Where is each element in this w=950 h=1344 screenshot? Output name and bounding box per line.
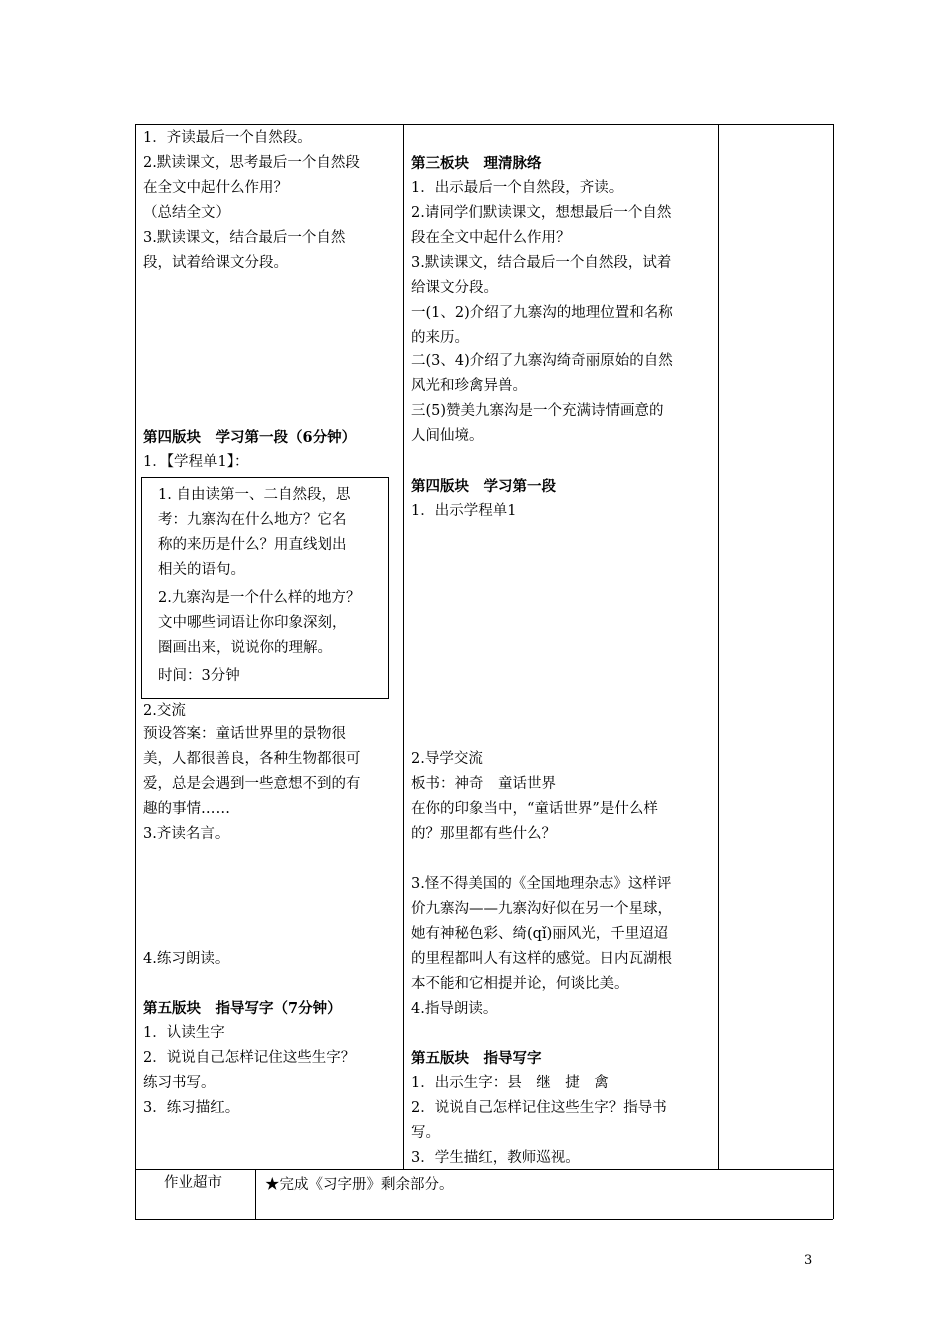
teacher-s4-line: 本不能和它相提并论，何谈比美。 bbox=[411, 976, 629, 992]
student-s3-line: 1．齐读最后一个自然段。 bbox=[143, 130, 312, 146]
teacher-s3-line: 3.默读课文，结合最后一个自然段，试着 bbox=[411, 255, 672, 271]
study-sheet-line: 文中哪些词语让你印象深刻， bbox=[158, 615, 347, 631]
teacher-section5-title: 第五版块 指导写字 bbox=[411, 1050, 542, 1067]
homework-divider bbox=[255, 1169, 256, 1219]
student-s4-line: 爱，总是会遇到一些意想不到的有 bbox=[143, 776, 361, 792]
table-bottom-border bbox=[135, 1219, 833, 1220]
study-sheet-line: 称的来历是什么？用直线划出 bbox=[158, 537, 347, 553]
homework-content: ★完成《习字册》剩余部分。 bbox=[265, 1177, 454, 1193]
table-right-border bbox=[833, 124, 834, 1219]
teacher-s3-line: 风光和珍禽异兽。 bbox=[411, 378, 527, 394]
student-section5-title: 第五版块 指导写字（7分钟） bbox=[143, 1000, 342, 1017]
column-divider-1 bbox=[403, 124, 404, 1169]
teacher-s4-line: 她有神秘色彩、绮(qǐ)丽风光，千里迢迢 bbox=[411, 926, 669, 942]
teacher-s4-line: 3.怪不得美国的《全国地理杂志》这样评 bbox=[411, 876, 672, 892]
teacher-s3-line: 1．出示最后一个自然段，齐读。 bbox=[411, 180, 624, 196]
student-s3-line: 段，试着给课文分段。 bbox=[143, 255, 288, 271]
page-number: 3 bbox=[804, 1253, 813, 1268]
student-s5-line: 练习书写。 bbox=[143, 1075, 216, 1091]
student-s4-item4: 4.练习朗读。 bbox=[143, 951, 230, 967]
teacher-s4-line: 的？那里都有些什么？ bbox=[411, 826, 556, 842]
teacher-s4-item1: 1．出示学程单1 bbox=[411, 503, 517, 519]
student-s3-line: 在全文中起什么作用？ bbox=[143, 180, 288, 196]
student-s4-line: 预设答案：童话世界里的景物很 bbox=[143, 726, 346, 742]
study-sheet-line: 相关的语句。 bbox=[158, 562, 245, 578]
teacher-s4-line: 价九寨沟——九寨沟好似在另一个星球， bbox=[411, 901, 672, 917]
student-s5-line: 2．说说自己怎样记住这些生字？ bbox=[143, 1050, 356, 1066]
study-sheet-line: 1. 自由读第一、二自然段，思 bbox=[158, 487, 351, 503]
student-s4-line: 美，人都很善良，各种生物都很可 bbox=[143, 751, 361, 767]
student-s3-line: 3.默读课文，结合最后一个自然 bbox=[143, 230, 346, 246]
teacher-s3-line: 段在全文中起什么作用？ bbox=[411, 230, 571, 246]
homework-label: 作业超市 bbox=[164, 1175, 222, 1191]
student-s3-line: （总结全文） bbox=[143, 205, 230, 221]
study-sheet-line: 考：九寨沟在什么地方？它名 bbox=[158, 512, 347, 528]
study-sheet-line: 圈画出来，说说你的理解。 bbox=[158, 640, 332, 656]
student-s3-line: 2.默读课文，思考最后一个自然段 bbox=[143, 155, 360, 171]
teacher-s5-line: 3．学生描红，教师巡视。 bbox=[411, 1150, 580, 1166]
student-section4-item1: 1．【学程单1】： bbox=[143, 454, 249, 470]
teacher-s3-line: 的来历。 bbox=[411, 330, 469, 346]
teacher-s3-line: 一(1、2)介绍了九寨沟的地理位置和名称 bbox=[411, 305, 673, 321]
teacher-s4-line: 的里程都叫人有这样的感觉。日内瓦湖根 bbox=[411, 951, 672, 967]
table-top-border bbox=[135, 124, 833, 125]
student-s5-line: 3．练习描红。 bbox=[143, 1100, 240, 1116]
teacher-s4-line: 4.指导朗读。 bbox=[411, 1001, 498, 1017]
teacher-s3-line: 二(3、4)介绍了九寨沟绮奇丽原始的自然 bbox=[411, 353, 673, 369]
student-s5-line: 1．认读生字 bbox=[143, 1025, 225, 1041]
teacher-s3-line: 三(5)赞美九寨沟是一个充满诗情画意的 bbox=[411, 403, 664, 419]
table-left-border bbox=[135, 124, 136, 1219]
teacher-s4-line: 在你的印象当中，“童话世界”是什么样 bbox=[411, 801, 658, 817]
student-s4-line: 2.交流 bbox=[143, 703, 186, 719]
teacher-s5-line: 2．说说自己怎样记住这些生字？指导书 bbox=[411, 1100, 667, 1116]
student-s4-line: 3.齐读名言。 bbox=[143, 826, 230, 842]
column-divider-2 bbox=[718, 124, 719, 1169]
study-sheet-line: 2.九寨沟是一个什么样的地方？ bbox=[158, 590, 361, 606]
teacher-s3-line: 给课文分段。 bbox=[411, 280, 498, 296]
teacher-s3-line: 2.请同学们默读课文，想想最后一个自然 bbox=[411, 205, 672, 221]
teacher-s3-line: 人间仙境。 bbox=[411, 428, 484, 444]
student-section4-title: 第四版块 学习第一段（6分钟） bbox=[143, 429, 357, 446]
teacher-section4-title: 第四版块 学习第一段 bbox=[411, 478, 556, 495]
teacher-section3-title: 第三板块 理清脉络 bbox=[411, 155, 542, 172]
teacher-s5-line: 写。 bbox=[411, 1125, 440, 1141]
teacher-s4-line: 2.导学交流 bbox=[411, 751, 483, 767]
teacher-s4-line: 板书：神奇 童话世界 bbox=[411, 776, 556, 792]
student-s4-line: 趣的事情…… bbox=[143, 801, 230, 817]
study-sheet-time: 时间：3分钟 bbox=[158, 668, 240, 684]
teacher-s5-line: 1．出示生字：县 继 捷 禽 bbox=[411, 1075, 609, 1091]
